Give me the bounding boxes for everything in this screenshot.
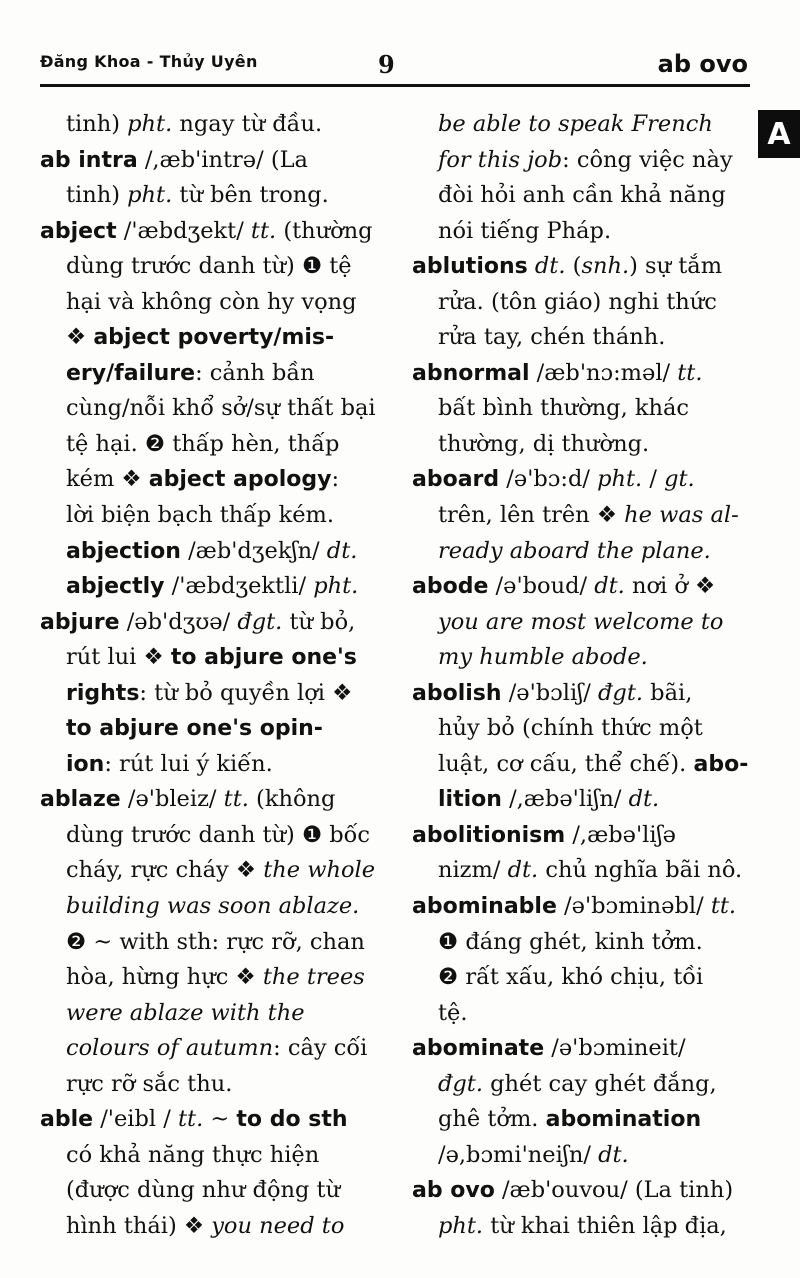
dict-line xyxy=(412,1102,752,1138)
dict-line xyxy=(40,853,380,889)
dict-line xyxy=(40,143,380,179)
text-run: /'æbdʒektli/ xyxy=(164,573,314,600)
dict-line xyxy=(40,676,380,712)
dict-line xyxy=(412,214,752,250)
text-run: ~ xyxy=(203,1106,237,1133)
dict-line xyxy=(40,285,380,321)
text-run: dt. xyxy=(598,1141,629,1168)
text-run: cháy, rực cháy ❖ xyxy=(66,857,264,884)
text-run: tinh) xyxy=(66,111,128,137)
headword: lition xyxy=(438,787,502,813)
headword: able xyxy=(40,1107,94,1133)
dict-line xyxy=(412,747,752,783)
text-run: rút lui ❖ xyxy=(66,644,171,671)
dict-line xyxy=(412,640,752,676)
text-run: /ə'bɔ:d/ xyxy=(499,466,598,493)
text-run: rửa tay, chén thánh. xyxy=(438,324,666,351)
text-run: ) sự tắm xyxy=(629,253,723,280)
text-run: ready aboard the plane. xyxy=(438,537,711,564)
dict-line xyxy=(40,107,380,143)
headword: abjection xyxy=(66,538,181,564)
text-run: /,æbə'liʃə xyxy=(565,821,676,848)
dict-line xyxy=(412,178,752,214)
running-head-authors: Đăng Khoa - Thủy Uyên xyxy=(40,52,258,71)
dict-line xyxy=(412,462,752,498)
headword: abjectly xyxy=(66,574,165,600)
dict-line xyxy=(412,391,752,427)
text-run: (không xyxy=(248,786,336,813)
text-run: pht. xyxy=(127,182,173,209)
dict-line xyxy=(412,1138,752,1174)
text-run: rực rỡ sắc thu. xyxy=(66,1070,233,1097)
text-run: tệ hại. ❷ thấp hèn, thấp xyxy=(66,430,340,457)
text-run: lời biện bạch thấp kém. xyxy=(66,502,335,529)
text-run: /æb'nɔ:məl/ xyxy=(529,359,678,386)
text-run: dùng trước danh từ) ❶ bốc xyxy=(66,821,371,848)
dict-line xyxy=(412,676,752,712)
text-run: /ə'bɔliʃ/ xyxy=(501,679,599,706)
text-run: my humble abode. xyxy=(438,644,648,671)
dict-line xyxy=(40,889,380,925)
text-run: từ bên trong. xyxy=(172,182,329,209)
dict-line xyxy=(412,143,752,179)
text-run: gt. xyxy=(664,466,695,493)
idiom: abject apology xyxy=(148,467,332,493)
headword: abjure xyxy=(40,609,120,635)
idiom: ery/failure xyxy=(66,360,196,386)
dict-line xyxy=(412,960,752,996)
text-run: có khả năng thực hiện xyxy=(66,1141,320,1168)
idiom: to abjure one's xyxy=(170,645,357,671)
headword: aboard xyxy=(412,467,500,493)
dict-line xyxy=(40,1138,380,1174)
text-run: ( xyxy=(565,253,582,280)
text-run: /'eibl / xyxy=(93,1106,178,1133)
text-run: : cây cối xyxy=(273,1035,368,1062)
text-run: tt. xyxy=(223,786,249,813)
text-run: for this job xyxy=(438,146,563,173)
dict-line xyxy=(40,1031,380,1067)
text-run: were ablaze with the xyxy=(66,999,305,1026)
dict-line xyxy=(40,249,380,285)
text-run: : rút lui ý kiến. xyxy=(104,750,273,777)
dict-line xyxy=(40,960,380,996)
headword: abo- xyxy=(693,751,749,777)
dict-line xyxy=(40,427,380,463)
text-run: ❖ xyxy=(66,324,94,351)
headword: ab ovo xyxy=(412,1178,495,1204)
thumb-index-tab xyxy=(758,110,800,158)
text-run: dt. xyxy=(507,857,539,884)
dict-line xyxy=(40,356,380,392)
text-run: tt. xyxy=(710,893,737,920)
text-run: ❷ rất xấu, khó chịu, tồi xyxy=(438,964,704,991)
dict-line xyxy=(40,818,380,854)
headword: abolish xyxy=(412,680,502,706)
text-run: dt. xyxy=(594,573,625,600)
dict-line xyxy=(40,640,380,676)
text-run: pht. xyxy=(597,466,643,493)
text-run: : cảnh bần xyxy=(195,359,315,386)
text-run: /æb'ouvou/ (La tinh) xyxy=(494,1177,734,1204)
text-run: /ə'bleiz/ xyxy=(120,786,224,813)
text-run: trên, lên trên ❖ xyxy=(438,502,625,529)
text-run: be able to speak French xyxy=(438,111,713,137)
headword: ab intra xyxy=(40,147,138,173)
text-run: : xyxy=(331,466,340,493)
text-run: ❷ ~ with sth: rực rỡ, chan xyxy=(66,928,365,955)
text-run: you are most welcome to xyxy=(438,608,724,635)
dict-line xyxy=(412,534,752,570)
headword: abject xyxy=(40,218,117,244)
text-run: pht. xyxy=(313,573,359,600)
idiom: ion xyxy=(66,751,105,777)
text-run: ghét cay ghét đắng, xyxy=(483,1070,717,1097)
text-run: bất bình thường, khác xyxy=(438,395,690,422)
text-run: pht. xyxy=(127,111,173,137)
dict-line xyxy=(412,569,752,605)
dict-line xyxy=(412,925,752,961)
text-run: pht. xyxy=(438,1212,484,1239)
dict-line xyxy=(412,249,752,285)
text-run: dt. xyxy=(534,253,566,280)
text-run: hủy bỏ (chính thức một xyxy=(438,715,703,742)
text-run: đgt. xyxy=(438,1070,483,1097)
text-run: tệ. xyxy=(438,999,468,1026)
dict-line xyxy=(412,1031,752,1067)
dict-line xyxy=(412,107,752,143)
dict-line xyxy=(40,782,380,818)
headword: abnormal xyxy=(412,360,530,386)
text-run: rửa. (tôn giáo) nghi thức xyxy=(438,288,717,315)
text-run: nizm/ xyxy=(438,857,508,884)
dict-line xyxy=(412,1067,752,1103)
text-run: nơi ở ❖ xyxy=(624,573,716,600)
text-run: /,æb'intrə/ (La xyxy=(137,146,308,173)
dict-line xyxy=(40,391,380,427)
text-run: từ bỏ, xyxy=(282,608,356,635)
dict-line xyxy=(40,462,380,498)
dict-line xyxy=(412,498,752,534)
text-run: tinh) xyxy=(66,182,128,209)
headword: abominate xyxy=(412,1036,545,1062)
headword: abomination xyxy=(545,1107,702,1133)
guide-word: ab ovo xyxy=(657,50,748,78)
text-run: dt. xyxy=(326,537,358,564)
text-run: chủ nghĩa bãi nô. xyxy=(538,857,743,884)
text-run: /'æbdʒekt/ xyxy=(116,217,251,244)
text-run: đgt. xyxy=(237,608,283,635)
dict-line xyxy=(40,925,380,961)
text-run: dùng trước danh từ) ❶ tệ xyxy=(66,253,352,280)
text-run: /əb'dʒʊə/ xyxy=(119,608,238,635)
text-run: đòi hỏi anh cần khả năng xyxy=(438,182,726,209)
dict-line xyxy=(412,711,752,747)
headword: abolitionism xyxy=(412,822,566,848)
idiom: abject poverty/mis- xyxy=(93,325,335,351)
text-run: đgt. xyxy=(598,679,644,706)
dict-line xyxy=(40,996,380,1032)
text-run: hình thái) ❖ xyxy=(66,1212,212,1239)
dict-line xyxy=(40,1209,380,1245)
idiom: to do sth xyxy=(236,1107,348,1133)
dict-line xyxy=(412,320,752,356)
text-run: snh. xyxy=(581,253,630,280)
text-run: tt. xyxy=(177,1106,204,1133)
dict-line xyxy=(412,889,752,925)
dict-line xyxy=(412,782,752,818)
dict-line xyxy=(40,1173,380,1209)
dict-line xyxy=(40,214,380,250)
text-run: luật, cơ cấu, thể chế). xyxy=(438,750,694,777)
text-run: tt. xyxy=(677,359,703,386)
text-run: /ə'boud/ xyxy=(488,573,595,600)
dict-line xyxy=(412,853,752,889)
text-run: hại và không còn hy vọng xyxy=(66,288,357,315)
text-run: kém ❖ xyxy=(66,466,149,493)
text-run: colours of autumn xyxy=(66,1035,274,1062)
headword: abode xyxy=(412,574,489,600)
text-run: cùng/nỗi khổ sở/sự thất bại xyxy=(66,395,376,422)
text-run: thường, dị thường. xyxy=(438,430,650,457)
text-run: hòa, hừng hực ❖ xyxy=(66,964,263,991)
text-run: /,æbə'liʃn/ xyxy=(501,786,629,813)
text-run: /ə'bɔmineit/ xyxy=(544,1035,686,1062)
text-run: bãi, xyxy=(643,679,693,706)
text-run: building was soon ablaze. xyxy=(66,893,360,920)
text-run xyxy=(528,253,535,279)
dict-line xyxy=(412,427,752,463)
header-rule xyxy=(40,84,750,87)
text-run: : công việc này xyxy=(562,146,733,173)
dict-line xyxy=(412,1173,752,1209)
text-run: you need to xyxy=(211,1212,345,1239)
thumb-index-letter: A xyxy=(767,116,791,152)
dict-line xyxy=(412,356,752,392)
text-run: tt. xyxy=(250,217,277,244)
text-run: /ə,bɔmi'neiʃn/ xyxy=(438,1141,599,1168)
text-run: : từ bỏ quyền lợi ❖ xyxy=(139,679,353,706)
dict-line xyxy=(412,818,752,854)
dict-line xyxy=(412,605,752,641)
dict-line xyxy=(40,605,380,641)
text-run: (được dùng như động từ xyxy=(66,1177,341,1204)
text-run: the trees xyxy=(262,964,365,991)
text-run: dt. xyxy=(628,786,660,813)
dict-line xyxy=(412,1209,752,1245)
dict-line xyxy=(40,498,380,534)
dict-line xyxy=(40,178,380,214)
dict-line xyxy=(40,569,380,605)
text-run: / xyxy=(642,466,665,493)
dict-line xyxy=(40,320,380,356)
page-number: 9 xyxy=(378,50,395,79)
dict-line xyxy=(412,285,752,321)
headword: ablaze xyxy=(40,787,121,813)
headword: abominable xyxy=(412,894,557,920)
text-run: ❶ đáng ghét, kinh tởm. xyxy=(438,928,703,955)
idiom: to abjure one's opin- xyxy=(66,716,323,742)
right-column xyxy=(412,107,752,1245)
idiom: rights xyxy=(66,680,140,706)
page-header xyxy=(0,0,800,92)
text-run: he was al- xyxy=(624,502,739,529)
dict-line xyxy=(40,711,380,747)
dict-line xyxy=(40,747,380,783)
text-run: /ə'bɔminəbl/ xyxy=(556,893,711,920)
text-run: ngay từ đầu. xyxy=(172,111,323,137)
left-column xyxy=(40,107,380,1245)
headword: ablutions xyxy=(412,254,528,280)
text-run: nói tiếng Pháp. xyxy=(438,217,612,244)
dict-line xyxy=(40,1102,380,1138)
text-run: /æb'dʒekʃn/ xyxy=(180,537,327,564)
dict-line xyxy=(40,534,380,570)
text-run: the whole xyxy=(263,857,376,884)
dict-line xyxy=(40,1067,380,1103)
text-run: từ khai thiên lập địa, xyxy=(483,1212,727,1239)
text-run: (thường xyxy=(276,217,373,244)
text-run: ghê tởm. xyxy=(438,1106,546,1133)
dict-line xyxy=(412,996,752,1032)
